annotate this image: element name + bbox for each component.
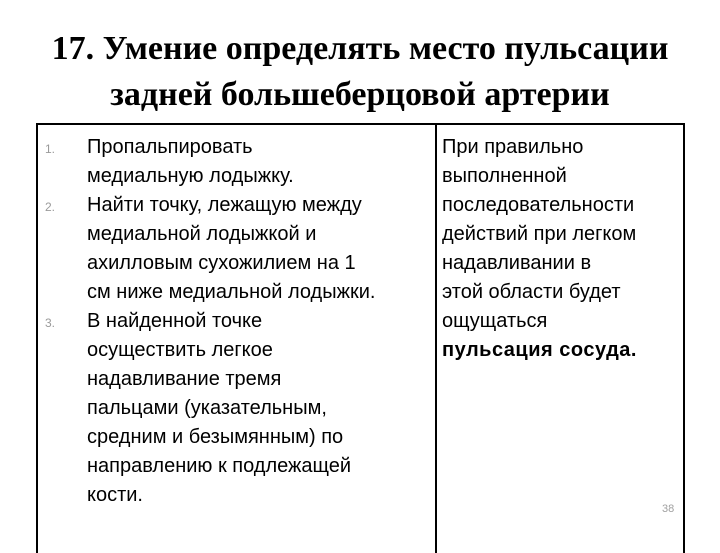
step-text: Найти точку, лежащую между медиальной лодыжкой и ахилловым сухожилием на 1 см ниже медиальной лодыжки. [87, 194, 376, 303]
column-divider [435, 123, 437, 553]
result-emphasis: пульсация сосуда. [442, 339, 637, 361]
slide-title-line-2: задней большеберцовой артерии [110, 76, 610, 113]
result-cell [442, 133, 682, 365]
step-item [42, 133, 432, 191]
step-number: 1. [45, 142, 56, 156]
steps-list [42, 133, 432, 510]
slide-title [0, 26, 720, 118]
step-text: В найденной точке осуществить легкое надавливание тремя пальцами (указательным, средним и безымянным) по направлению к подлежащей кости. [87, 310, 352, 506]
step-item [42, 307, 432, 510]
result-text: При правильно выполненной последовательности действий при легком надавливании в этой области будет ощущаться [442, 136, 637, 332]
step-text: Пропальпировать медиальную лодыжку. [87, 136, 294, 187]
page-number: 38 [662, 503, 675, 515]
step-number: 3. [45, 316, 56, 330]
step-number: 2. [45, 200, 56, 214]
step-item [42, 191, 432, 307]
slide-title-line-1: 17. Умение определять место пульсации [51, 30, 669, 67]
